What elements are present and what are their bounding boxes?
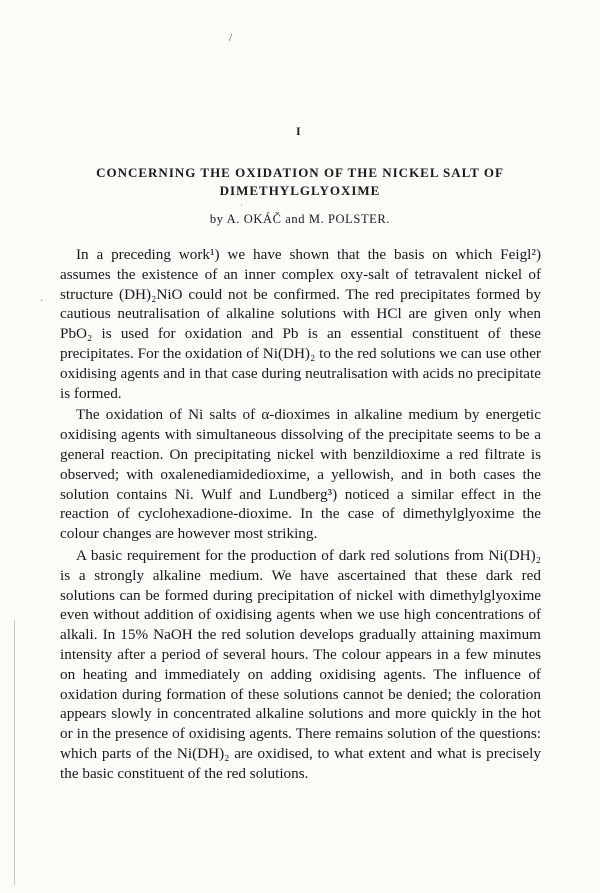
margin-dot: · [40,296,44,307]
page-mark: I [296,124,301,138]
stray-mark: / [229,32,233,44]
article-title: CONCERNING THE OXIDATION OF THE NICKEL SALT OF DIMETHYLGLYOXIME [96,165,504,198]
article-body [60,245,541,786]
paragraph: A basic requirement for the production of dark red solutions from Ni(DH)₂ is a strongly alkaline medium. We have ascertained that these dark red solutions can be formed during precipitation of nickel with dimethylglyoxime even without addition of oxidising agents when we use high concentrations of alkali. In 15% NaOH the red solution develops gradually attaining maximum intensity after a period of several hours. The colour appears in a few minutes on heating and immediately on adding oxidising agents. The influence of oxidation during formation of these solutions cannot be denied; the coloration appears slowly in concentrated alkaline solutions and more quickly in the hot or in the presence of oxidising agents. There remains solution of the questions: which parts of the Ni(DH)₂ are oxidised, to what extent and what is precisely the basic constituent of the red solutions. [60,546,541,782]
paragraph: The oxidation of Ni salts of α-dioximes in alkaline medium by energetic oxidising agents with simultaneous dissolving of the precipitate seems to be a general reaction. On precipitating nickel with benzildioxime a red filtrate is observed; with oxalenediamidedioxime, a yellowish, and in both cases the solution contains Ni. Wulf and Lundberg³) noticed a similar effect in the reaction of cyclohexadione-dioxime. In the case of dimethylglyoxime the colour changes are however most striking. [60,406,541,543]
stray-dot: · [240,200,243,210]
paragraph: In a preceding work¹) we have shown that the basis on which Feigl²) assumes the existence of an inner complex oxy-salt of tetravalent nickel of structure (DH)₂NiO could not be confirmed. The red precipitates formed by cautious neutralisation of alkaline solutions with HCl are given only when PbO₂ is used for oxidation and Pb is an essential constituent of these precipitates. For the oxidation of Ni(DH)₂ to the red solutions we can use other oxidising agents and in that case during neutralisation with acids no precipitate is formed. [60,246,541,402]
article-authors: by A. OKÁČ and M. POLSTER. [209,212,391,226]
page-edge-line [14,620,15,885]
